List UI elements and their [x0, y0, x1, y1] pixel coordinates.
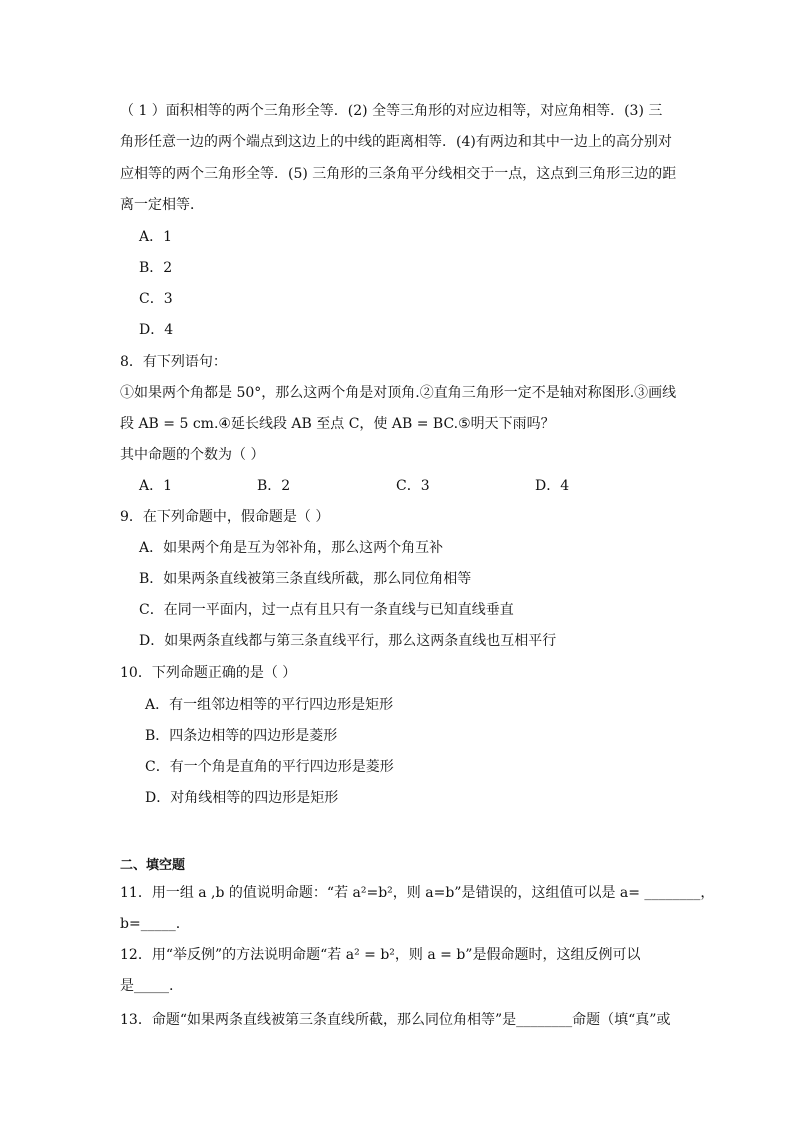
- q8-option-b: B．2: [257, 478, 291, 494]
- q8-option-c: C．3: [396, 478, 430, 494]
- q10-option-b: B．四条边相等的四边形是菱形: [145, 728, 338, 744]
- q12-line-2: 是_____.: [120, 978, 174, 994]
- q8-option-d: D．4: [535, 478, 570, 494]
- q11-line-1: 11．用一组 a ,b 的值说明命题：“若 a²=b²，则 a=b”是错误的，这组值可以是 a= ________，: [120, 885, 715, 901]
- q11-line-2: b=_____.: [120, 916, 181, 932]
- q10-option-d: D．对角线相等的四边形是矩形: [145, 790, 339, 806]
- q7-option-b: B．2: [139, 260, 173, 276]
- q9-option-a: A．如果两个角是互为邻补角，那么这两个角互补: [139, 540, 444, 556]
- q7-option-c: C．3: [139, 291, 173, 307]
- q7-stem-line-2: 角形任意一边的两个端点到这边上的中线的距离相等．(4)有两边和其中一边上的高分别对: [120, 134, 672, 150]
- q8-question: 其中命题的个数为（ ）: [120, 447, 265, 463]
- q7-option-d: D．4: [139, 322, 174, 338]
- q8-option-a: A．1: [139, 478, 173, 494]
- q8-statements-line-2: 段 AB = 5 cm.④延长线段 AB 至点 C，使 AB = BC.⑤明天下雨吗？: [120, 416, 555, 432]
- section-heading-fill-in: 二、填空题: [120, 858, 186, 873]
- q7-option-a: A．1: [139, 229, 173, 245]
- q9-option-d: D．如果两条直线都与第三条直线平行，那么这两条直线也互相平行: [139, 633, 557, 649]
- q7-stem-line-3: 应相等的两个三角形全等．(5) 三角形的三条角平分线相交于一点，这点到三角形三边的距: [120, 166, 677, 182]
- q8-title: 8．有下列语句：: [120, 354, 227, 370]
- q7-stem-line-1: （ 1 ）面积相等的两个三角形全等．(2) 全等三角形的对应边相等，对应角相等．(3) 三: [120, 103, 663, 119]
- q9-title: 9．在下列命题中，假命题是（ ）: [120, 509, 330, 525]
- q12-line-1: 12．用“举反例”的方法说明命题“若 a² = b²，则 a = b”是假命题时，这组反例可以: [120, 947, 641, 963]
- q9-option-b: B．如果两条直线被第三条直线所截，那么同位角相等: [139, 571, 472, 587]
- q13-line-1: 13．命题“如果两条直线被第三条直线所截，那么同位角相等”是________命题（填“真”或: [120, 1012, 671, 1028]
- q7-stem-line-4: 离一定相等．: [120, 197, 204, 213]
- q10-option-c: C．有一个角是直角的平行四边形是菱形: [145, 759, 394, 775]
- q10-title: 10．下列命题正确的是（ ）: [120, 665, 297, 681]
- q8-statements-line-1: ①如果两个角都是 50°，那么这两个角是对顶角.②直角三角形一定不是轴对称图形.③画线: [120, 385, 677, 401]
- q9-option-c: C．在同一平面内，过一点有且只有一条直线与已知直线垂直: [139, 602, 514, 618]
- q10-option-a: A．有一组邻边相等的平行四边形是矩形: [145, 697, 394, 713]
